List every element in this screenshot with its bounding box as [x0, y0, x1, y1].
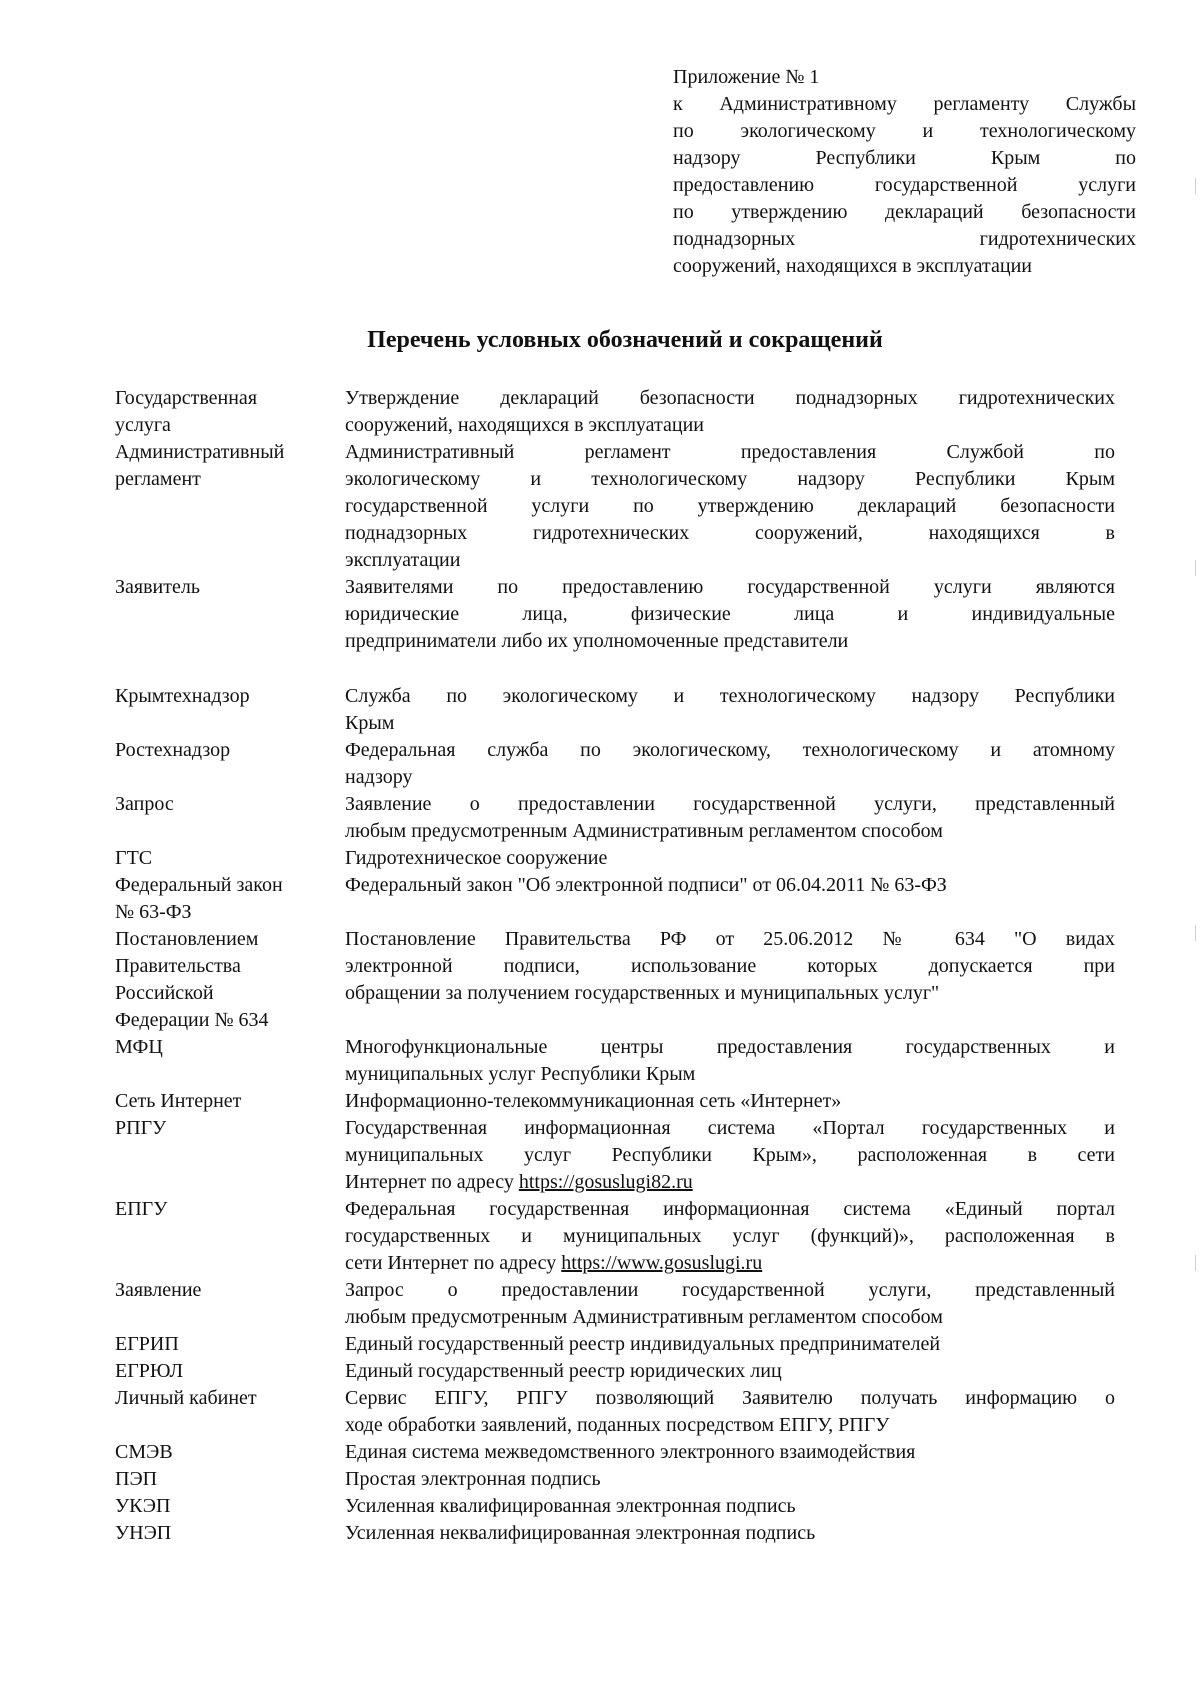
definition-text: Интернет по адресу — [345, 1171, 514, 1193]
term-label — [115, 1466, 345, 1493]
term-line: УНЭП — [115, 1522, 172, 1544]
definition-line: Единый государственный реестр индивидуальных предпринимателей — [345, 1333, 941, 1355]
term-label — [115, 1439, 345, 1466]
appendix-line: надзору Республики Крым по — [673, 147, 1136, 169]
term-label — [115, 1196, 345, 1277]
abbreviation-row — [115, 1358, 1120, 1385]
abbreviation-row — [115, 385, 1120, 439]
term-definition — [345, 1331, 1115, 1358]
abbreviation-row — [115, 1520, 1120, 1547]
term-label — [115, 926, 345, 1034]
definition-line: надзору — [345, 766, 413, 788]
appendix-line: Приложение № 1 — [673, 66, 820, 88]
term-definition — [345, 737, 1115, 791]
scan-mark — [1195, 560, 1196, 576]
term-label — [115, 845, 345, 872]
term-definition — [345, 872, 1115, 926]
term-label — [115, 574, 345, 655]
definition-line: Усиленная квалифицированная электронная подпись — [345, 1495, 796, 1517]
term-definition — [345, 1088, 1115, 1115]
abbreviation-row — [115, 1439, 1120, 1466]
term-line: Административный — [115, 441, 285, 463]
definition-line: юридические лица, физические лица и индивидуальные — [345, 603, 1115, 625]
definition-line — [345, 1169, 1115, 1196]
definition-line: Крым — [345, 712, 395, 734]
term-label — [115, 385, 345, 439]
appendix-line: по экологическому и технологическому — [673, 120, 1136, 142]
term-label — [115, 1520, 345, 1547]
definition-line: поднадзорных гидротехнических сооружений, находящихся в — [345, 522, 1115, 544]
term-line: МФЦ — [115, 1036, 163, 1058]
abbreviation-row — [115, 1115, 1120, 1196]
term-line: Запрос — [115, 793, 174, 815]
term-definition — [345, 574, 1115, 655]
appendix-line: предоставлению государственной услуги — [673, 174, 1136, 196]
abbreviation-row — [115, 845, 1120, 872]
abbreviation-row — [115, 574, 1120, 655]
term-line: ГТС — [115, 847, 153, 869]
definition-line: электронной подписи, использование которых допускается при — [345, 955, 1115, 977]
abbreviation-row — [115, 1277, 1120, 1331]
term-label — [115, 1034, 345, 1088]
definition-line: Федеральный закон "Об электронной подписи" от 06.04.2011 № 63-ФЗ — [345, 874, 947, 896]
abbreviation-row — [115, 1466, 1120, 1493]
term-line: Федерации № 634 — [115, 1009, 269, 1031]
term-definition — [345, 1115, 1115, 1196]
term-definition — [345, 1196, 1115, 1277]
term-label — [115, 683, 345, 737]
term-definition — [345, 1277, 1115, 1331]
definition-line: любым предусмотренным Административным регламентом способом — [345, 1306, 943, 1328]
term-line: регламент — [115, 468, 201, 490]
term-label — [115, 1277, 345, 1331]
term-line: ЕПГУ — [115, 1198, 168, 1220]
appendix-line: поднадзорных гидротехнических — [673, 228, 1136, 250]
definition-line: Многофункциональные центры предоставления государственных и — [345, 1036, 1115, 1058]
abbreviation-row — [115, 1331, 1120, 1358]
term-definition — [345, 1493, 1115, 1520]
term-line: Постановлением — [115, 928, 259, 950]
term-label — [115, 1385, 345, 1439]
definition-line: муниципальных услуг Республики Крым — [345, 1063, 696, 1085]
definition-line: Заявление о предоставлении государственной услуги, представленный — [345, 793, 1115, 815]
definition-line: сооружений, находящихся в эксплуатации — [345, 414, 704, 436]
scan-mark — [1195, 178, 1196, 194]
term-label — [115, 1358, 345, 1385]
appendix-line: сооружений, находящихся в эксплуатации — [673, 255, 1032, 277]
definition-line: государственных и муниципальных услуг (функций)», расположенная в — [345, 1225, 1115, 1247]
term-definition — [345, 1466, 1115, 1493]
term-line: СМЭВ — [115, 1441, 173, 1463]
term-line: ЕГРЮЛ — [115, 1360, 184, 1382]
scan-mark — [1195, 1255, 1196, 1271]
term-label — [115, 737, 345, 791]
term-line: Личный кабинет — [115, 1387, 257, 1409]
appendix-line: по утверждению деклараций безопасности — [673, 201, 1136, 223]
scan-mark — [1195, 925, 1196, 941]
page-title: Перечень условных обозначений и сокращений — [367, 327, 883, 353]
abbreviation-row — [115, 872, 1120, 926]
term-line: Крымтехнадзор — [115, 685, 250, 707]
term-definition — [345, 1520, 1115, 1547]
definition-line — [345, 1250, 1115, 1277]
term-line: услуга — [115, 414, 171, 436]
term-label — [115, 872, 345, 926]
term-definition — [345, 385, 1115, 439]
definition-line: Утверждение деклараций безопасности поднадзорных гидротехнических — [345, 387, 1115, 409]
term-definition — [345, 683, 1115, 737]
definition-line: Административный регламент предоставления Службой по — [345, 441, 1115, 463]
abbreviation-row — [115, 1088, 1120, 1115]
abbreviation-row — [115, 683, 1120, 737]
term-label — [115, 1493, 345, 1520]
term-line: Федеральный закон — [115, 874, 283, 896]
abbreviations-list — [115, 385, 1120, 1547]
definition-line: Федеральная служба по экологическому, технологическому и атомному — [345, 739, 1115, 761]
term-line: Заявление — [115, 1279, 202, 1301]
abbreviation-row — [115, 1493, 1120, 1520]
definition-line: Гидротехническое сооружение — [345, 847, 608, 869]
definition-text: сети Интернет по адресу — [345, 1252, 557, 1274]
definition-line: государственной услуги по утверждению деклараций безопасности — [345, 495, 1115, 517]
spacer — [115, 655, 1120, 683]
term-line: УКЭП — [115, 1495, 171, 1517]
abbreviation-row — [115, 1196, 1120, 1277]
appendix-line: к Административному регламенту Службы — [673, 93, 1136, 115]
term-label — [115, 1331, 345, 1358]
term-line: Российской — [115, 982, 214, 1004]
term-line: РПГУ — [115, 1117, 167, 1139]
abbreviation-row — [115, 791, 1120, 845]
definition-line: Единая система межведомственного электронного взаимодействия — [345, 1441, 916, 1463]
definition-line: Служба по экологическому и технологическому надзору Республики — [345, 685, 1115, 707]
term-line: Государственная — [115, 387, 258, 409]
url-link[interactable]: https://gosuslugi82.ru — [518, 1171, 693, 1193]
term-line: Заявитель — [115, 576, 200, 598]
term-line: Сеть Интернет — [115, 1090, 242, 1112]
abbreviation-row — [115, 1034, 1120, 1088]
definition-line: Простая электронная подпись — [345, 1468, 601, 1490]
term-definition — [345, 1034, 1115, 1088]
term-definition — [345, 439, 1115, 574]
definition-line: обращении за получением государственных и муниципальных услуг" — [345, 982, 940, 1004]
definition-line: любым предусмотренным Административным регламентом способом — [345, 820, 943, 842]
term-label — [115, 1115, 345, 1196]
term-label — [115, 439, 345, 574]
term-label — [115, 1088, 345, 1115]
term-line: ПЭП — [115, 1468, 158, 1490]
term-definition — [345, 1358, 1115, 1385]
definition-line: Информационно-телекоммуникационная сеть «Интернет» — [345, 1090, 842, 1112]
definition-line: Усиленная неквалифицированная электронная подпись — [345, 1522, 816, 1544]
term-line: Ростехнадзор — [115, 739, 231, 761]
term-line: № 63-ФЗ — [115, 901, 192, 923]
term-label — [115, 791, 345, 845]
definition-line: Единый государственный реестр юридических лиц — [345, 1360, 782, 1382]
definition-line: Заявителями по предоставлению государственной услуги являются — [345, 576, 1115, 598]
definition-line: эксплуатации — [345, 549, 461, 571]
url-link[interactable]: https://www.gosuslugi.ru — [561, 1252, 763, 1274]
abbreviation-row — [115, 439, 1120, 574]
term-line: Правительства — [115, 955, 241, 977]
definition-line: Запрос о предоставлении государственной услуги, представленный — [345, 1279, 1115, 1301]
term-line: ЕГРИП — [115, 1333, 179, 1355]
definition-line: Федеральная государственная информационная система «Единый портал — [345, 1198, 1115, 1220]
definition-line: ходе обработки заявлений, поданных посредством ЕПГУ, РПГУ — [345, 1414, 890, 1436]
definition-line: предприниматели либо их уполномоченные представители — [345, 630, 849, 652]
definition-line: экологическому и технологическому надзору Республики Крым — [345, 468, 1115, 490]
definition-line: муниципальных услуг Республики Крым», расположенная в сети — [345, 1144, 1115, 1166]
abbreviation-row — [115, 737, 1120, 791]
definition-line: Постановление Правительства РФ от 25.06.2012 № 634 "О видах — [345, 928, 1115, 950]
term-definition — [345, 791, 1115, 845]
appendix-header — [673, 64, 1136, 280]
term-definition — [345, 926, 1115, 1034]
term-definition — [345, 1439, 1115, 1466]
definition-line: Государственная информационная система «Портал государственных и — [345, 1117, 1115, 1139]
term-definition — [345, 1385, 1115, 1439]
abbreviation-row — [115, 926, 1120, 1034]
abbreviation-row — [115, 1385, 1120, 1439]
definition-line: Сервис ЕПГУ, РПГУ позволяющий Заявителю получать информацию о — [345, 1387, 1115, 1409]
term-definition — [345, 845, 1115, 872]
